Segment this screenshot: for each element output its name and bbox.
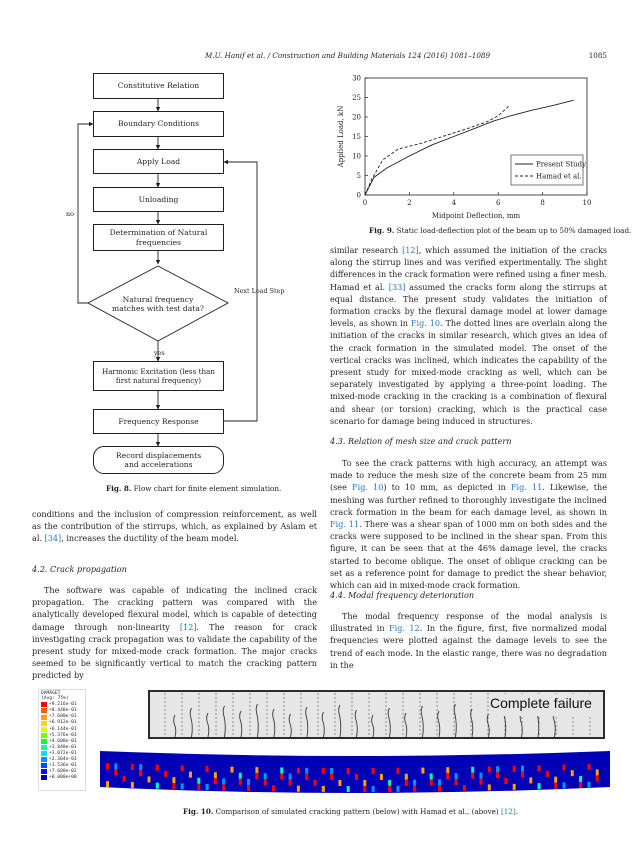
fig10-caption	[183, 807, 518, 816]
damage-cell	[280, 773, 283, 779]
damage-cell	[156, 783, 159, 789]
damage-cell	[181, 783, 184, 789]
damage-cell	[563, 764, 566, 770]
legend-color-swatch	[41, 751, 47, 756]
box-constitutive-relation: Constitutive Relation	[93, 73, 224, 99]
damage-cell	[504, 778, 507, 784]
right-para-1-text-d: . The dotted lines are overlain along the initiation of the cracks in similar research, which gives an idea of the crack formation in the simulated model. The onset of the vertical cracks was inclined, which indicates the capability of the present study for mixed-mode cracking as well, which can be separately investigated by applying a three-point loading. The mixed-mode cracking in the cracking is a combination of flexural and shear (or torsion) cracking, which is the practical case scenario for damage being induced in structures.	[330, 318, 607, 426]
box-boundary-conditions: Boundary Conditions	[93, 111, 224, 137]
damage-cell	[596, 769, 599, 775]
damage-cell	[438, 785, 441, 791]
damage-cell	[397, 786, 400, 792]
right-para-2-text-a: To see the crack patterns with high accuracy, an attempt was made to reduce the mesh size of the concrete beam from 25 mm (see	[330, 458, 607, 493]
damage-cell	[123, 776, 126, 782]
damage-cell	[480, 779, 483, 785]
damage-cell	[579, 776, 582, 782]
damage-cell	[463, 785, 466, 791]
damage-cell	[538, 765, 541, 771]
damage-cell	[214, 778, 217, 784]
ref-34-link[interactable]: [34]	[44, 533, 62, 544]
damage-cell	[206, 766, 209, 772]
left-para-1	[32, 508, 317, 545]
legend-value: +3.840e-01	[49, 744, 77, 750]
right-para-1-text-a: similar research	[330, 245, 403, 255]
box-record-displacements: Record displacements and accelerations	[93, 446, 224, 474]
damage-cell	[289, 780, 292, 786]
fig8-caption-text: Flow chart for finite element simulation.	[133, 484, 282, 493]
fig10-caption-ref[interactable]: [12]	[501, 807, 516, 816]
right-para-1	[330, 244, 607, 427]
legend-color-swatch	[41, 739, 47, 744]
fig12-link[interactable]: Fig. 12	[388, 623, 420, 634]
right-para-3-text-a: The modal frequency response of the modal analysis is illustrated in	[330, 611, 607, 634]
damage-cell	[496, 766, 499, 772]
damage-cell	[330, 774, 333, 780]
damage-cell	[322, 768, 325, 774]
legend-color-swatch	[41, 745, 47, 750]
damage-cell	[231, 767, 234, 773]
arrow-no-loop	[78, 124, 93, 303]
damage-cell	[139, 770, 142, 776]
damage-cell	[255, 773, 258, 779]
box-unloading: Unloading	[93, 187, 224, 212]
damage-cell	[338, 780, 341, 786]
x-tick-label: 10	[582, 199, 592, 207]
legend-color-swatch	[41, 727, 47, 732]
damage-cell	[106, 781, 109, 787]
damage-cell	[239, 779, 242, 785]
legend-value: +8.448e-01	[49, 708, 77, 714]
damage-cell	[272, 785, 275, 791]
fig10-caption-end: .	[515, 807, 519, 816]
fig10-legend	[38, 689, 86, 791]
y-tick-label: 10	[352, 152, 361, 161]
damage-cell	[596, 775, 599, 781]
right-para-3-text-b: . In the figure, first, five normalized modal frequencies were plotted against the damage levels to see the trend of each mode. In the elastic range, there was no degradation in the	[330, 623, 608, 670]
simulated-beam-body	[100, 751, 610, 793]
left-para-1-text-b: , increases the ductility of the beam model.	[61, 533, 239, 544]
right-para-2-text-b: ) to 10 mm, as depicted in	[383, 482, 511, 493]
damage-cell	[538, 783, 541, 789]
damage-cell	[131, 764, 134, 770]
damage-cell	[222, 778, 225, 784]
label-next-load-step: Next Load Step	[234, 287, 285, 295]
damage-cell	[189, 772, 192, 778]
right-para-1-text-b: , which assumed the initiation of the cracks along the stirrup lines and was verified experimentally. The slight differences in the crack formation were refined using a finer mesh. Hamad et al.	[330, 245, 607, 292]
damage-cell	[347, 768, 350, 774]
experimental-beam	[145, 683, 610, 741]
right-para-2	[330, 457, 607, 591]
label-yes: yes	[154, 349, 165, 357]
damage-cell	[297, 786, 300, 792]
damage-cell	[330, 768, 333, 774]
damage-cell	[587, 764, 590, 770]
heading-4-2: 4.2. Crack propagation	[32, 564, 127, 574]
damage-cell	[106, 763, 109, 769]
damage-cell	[421, 768, 424, 774]
damage-cell	[139, 764, 142, 770]
heading-4-3: 4.3. Relation of mesh size and crack pattern	[330, 436, 512, 446]
label-no: no	[66, 210, 74, 218]
damage-cell	[164, 771, 167, 777]
damage-cell	[513, 766, 516, 772]
damage-cell	[546, 771, 549, 777]
damage-cell	[563, 782, 566, 788]
damage-cell	[148, 776, 151, 782]
fig11-link-b[interactable]: Fig. 11	[330, 519, 360, 530]
damage-cell	[131, 782, 134, 788]
damage-cell	[413, 786, 416, 792]
damage-cell	[480, 773, 483, 779]
damage-cell	[405, 774, 408, 780]
x-tick-label: 8	[540, 199, 545, 207]
damage-cell	[322, 786, 325, 792]
ref-12-link[interactable]: [12]	[179, 621, 197, 632]
fig10-link[interactable]: Fig. 10	[410, 318, 441, 329]
legend-row	[41, 775, 83, 781]
damage-cell	[305, 768, 308, 774]
damage-cell	[197, 778, 200, 784]
legend-value: +6.912e-01	[49, 720, 77, 726]
x-axis-label: Midpoint Deflection, mm	[431, 212, 521, 220]
legend-value: +3.072e-01	[49, 750, 77, 756]
damage-cell	[587, 782, 590, 788]
damage-cell	[554, 777, 557, 783]
damage-cell	[181, 765, 184, 771]
box-determination: Determination of Natural frequencies	[93, 224, 224, 251]
box-harmonic-excitation: Harmonic Excitation (less than first natural frequency)	[93, 361, 224, 391]
box-apply-load: Apply Load	[93, 149, 224, 174]
legend-value: +6.144e-01	[49, 726, 77, 732]
legend-color-swatch	[41, 775, 47, 780]
y-tick-label: 15	[352, 133, 361, 141]
ref-12-link-b[interactable]: [12]	[402, 245, 419, 255]
damage-cell	[363, 780, 366, 786]
damage-cell	[264, 779, 267, 785]
legend-color-swatch	[41, 715, 47, 720]
damage-cell	[488, 766, 491, 772]
legend-value: +7.680e-02	[49, 769, 77, 775]
damage-cell	[239, 773, 242, 779]
fig11-link[interactable]: Fig. 11	[510, 482, 543, 493]
legend-label: Hamad et al.	[536, 172, 582, 181]
damage-cell	[413, 780, 416, 786]
fig10-caption-text: Comparison of simulated cracking pattern (below) with Hamad et al., (above)	[215, 807, 501, 816]
ref-33-link[interactable]: [33]	[388, 281, 406, 292]
legend-color-swatch	[41, 708, 47, 713]
legend-value: +0.000e+00	[49, 775, 77, 781]
damage-cell	[172, 783, 175, 789]
y-tick-label: 20	[352, 113, 361, 122]
x-tick-label: 0	[362, 199, 368, 207]
damage-cell	[372, 768, 375, 774]
damage-cell	[222, 784, 225, 790]
damage-cell	[289, 774, 292, 780]
legend-value: +5.376e-01	[49, 732, 77, 738]
box-decision-text: Natural frequency matches with test data?	[112, 294, 204, 313]
damage-cell	[455, 773, 458, 779]
left-para-1-text-a: conditions and the inclusion of compression reinforcement, as well as the contribution of the stirrups, which, as explained by Aslam et al.	[32, 509, 317, 544]
damage-cell	[455, 779, 458, 785]
complete-failure-label: Complete failure	[490, 695, 592, 711]
damage-cell	[438, 779, 441, 785]
legend-color-swatch	[41, 721, 47, 726]
damage-cell	[214, 772, 217, 778]
damage-cell	[347, 786, 350, 792]
simulated-beam	[100, 743, 610, 801]
legend-color-swatch	[41, 733, 47, 738]
damage-cell	[446, 773, 449, 779]
damage-cell	[496, 772, 499, 778]
damage-cell	[314, 780, 317, 786]
damage-cell	[156, 765, 159, 771]
x-tick-label: 6	[495, 199, 501, 207]
damage-cell	[521, 772, 524, 778]
damage-cell	[446, 767, 449, 773]
damage-cell	[513, 784, 516, 790]
damage-cell	[247, 785, 250, 791]
y-tick-label: 0	[356, 191, 361, 200]
series-line-hamad-et-al	[365, 106, 509, 195]
fig8-caption	[106, 484, 281, 493]
legend-value: +1.536e-01	[49, 763, 77, 769]
y-tick-label: 30	[352, 74, 361, 83]
heading-4-4: 4.4. Modal frequency deterioration	[330, 590, 475, 600]
damage-cell	[471, 773, 474, 779]
legend-value: +9.216e-01	[49, 702, 77, 708]
legend-value: +2.304e-01	[49, 757, 77, 762]
fig10-caption-label: Fig. 10.	[183, 807, 214, 816]
damage-cell	[363, 786, 366, 792]
damage-cell	[405, 780, 408, 786]
legend-box	[511, 155, 583, 185]
right-para-2-text-c: . Likewise, the meshing was further refined to thoroughly investigate the inclined crack formation in the beam for each damage level, as shown in	[330, 482, 607, 517]
damage-cell	[430, 779, 433, 785]
legend-value: +7.680e-01	[49, 714, 77, 720]
x-tick-label: 4	[451, 199, 457, 207]
damage-cell	[305, 774, 308, 780]
damage-cell	[172, 777, 175, 783]
damage-cell	[355, 774, 358, 780]
legend-title: DAMAGET	[41, 691, 61, 696]
damage-cell	[206, 784, 209, 790]
damage-cell	[397, 768, 400, 774]
y-tick-label: 5	[356, 172, 361, 180]
right-para-2-text-d: . There was a shear span of 1000 mm on both sides and the cracks were supposed to be inclined in the shear span. From this figure, it can be seen that at the 46% damage level, the cracks started to become oblique. The onset of oblique cracking can be set as a reference point for damage to predict the shear behavior, which can aid in mixed-mode crack formation.	[330, 519, 607, 591]
damage-cell	[297, 768, 300, 774]
damage-cell	[521, 766, 524, 772]
fig9-caption-text: Static load-deflection plot of the beam up to 50% damaged load.	[396, 226, 632, 235]
y-axis-label: Applied Load, kN	[337, 105, 345, 168]
damage-cell	[264, 773, 267, 779]
left-para-2-text-a: The software was capable of indicating the inclined crack propagation. The cracking pattern was compared with the analytically developed flexural model, which is capable of detecting damage through non-linearity	[32, 585, 317, 632]
damage-cell	[554, 783, 557, 789]
box-frequency-response: Frequency Response	[93, 409, 224, 434]
legend-value: +4.608e-01	[49, 738, 77, 744]
right-para-1-text-c: assumed the cracks form along the stirrups at equal distance. The present study validates the initiation of formation cracks by the flexural damage model at lower damage levels, as shown in	[330, 281, 607, 329]
damage-cell	[114, 763, 117, 769]
fig10-link-b[interactable]: Fig. 10	[352, 482, 384, 493]
fig8-caption-label: Fig. 8.	[106, 484, 132, 493]
y-tick-label: 25	[352, 94, 361, 102]
damage-cell	[579, 782, 582, 788]
damage-cell	[388, 780, 391, 786]
fig10-figure	[30, 683, 610, 801]
fig9-caption-label: Fig. 9.	[369, 226, 395, 235]
damage-cell	[488, 784, 491, 790]
legend-color-swatch	[41, 769, 47, 774]
legend-label: Present Study	[536, 160, 587, 169]
damage-cell	[255, 767, 258, 773]
damage-cell	[247, 779, 250, 785]
damage-cell	[372, 786, 375, 792]
damage-cell	[388, 786, 391, 792]
legend-rows	[41, 702, 83, 781]
legend-sub: (Avg: 75%)	[41, 696, 69, 702]
damage-cell	[471, 767, 474, 773]
left-para-2	[32, 584, 317, 682]
damage-cell	[280, 767, 283, 773]
damage-cell	[571, 770, 574, 776]
legend-color-swatch	[41, 757, 47, 762]
damage-cell	[430, 773, 433, 779]
right-para-3	[330, 610, 607, 671]
damage-cell	[197, 784, 200, 790]
legend-color-swatch	[41, 763, 47, 768]
running-title: M.U. Hanif et al. / Construction and Building Materials 124 (2016) 1081–1089	[205, 51, 491, 60]
left-para-2-text-b: . The reason for crack investigating crack propagation was to validate the capability of the present study for mixed-mode crack formation. The major cracks seemed to be significantly vertical to match the cracking pattern predicted by	[32, 621, 317, 681]
damage-cell	[529, 777, 532, 783]
fig9-caption	[369, 226, 631, 235]
damage-cell	[380, 774, 383, 780]
legend-color-swatch	[41, 702, 47, 707]
x-tick-label: 2	[407, 199, 412, 207]
page-number: 1085	[588, 51, 607, 60]
fig9-chart	[325, 68, 615, 223]
damage-cell	[114, 769, 117, 775]
